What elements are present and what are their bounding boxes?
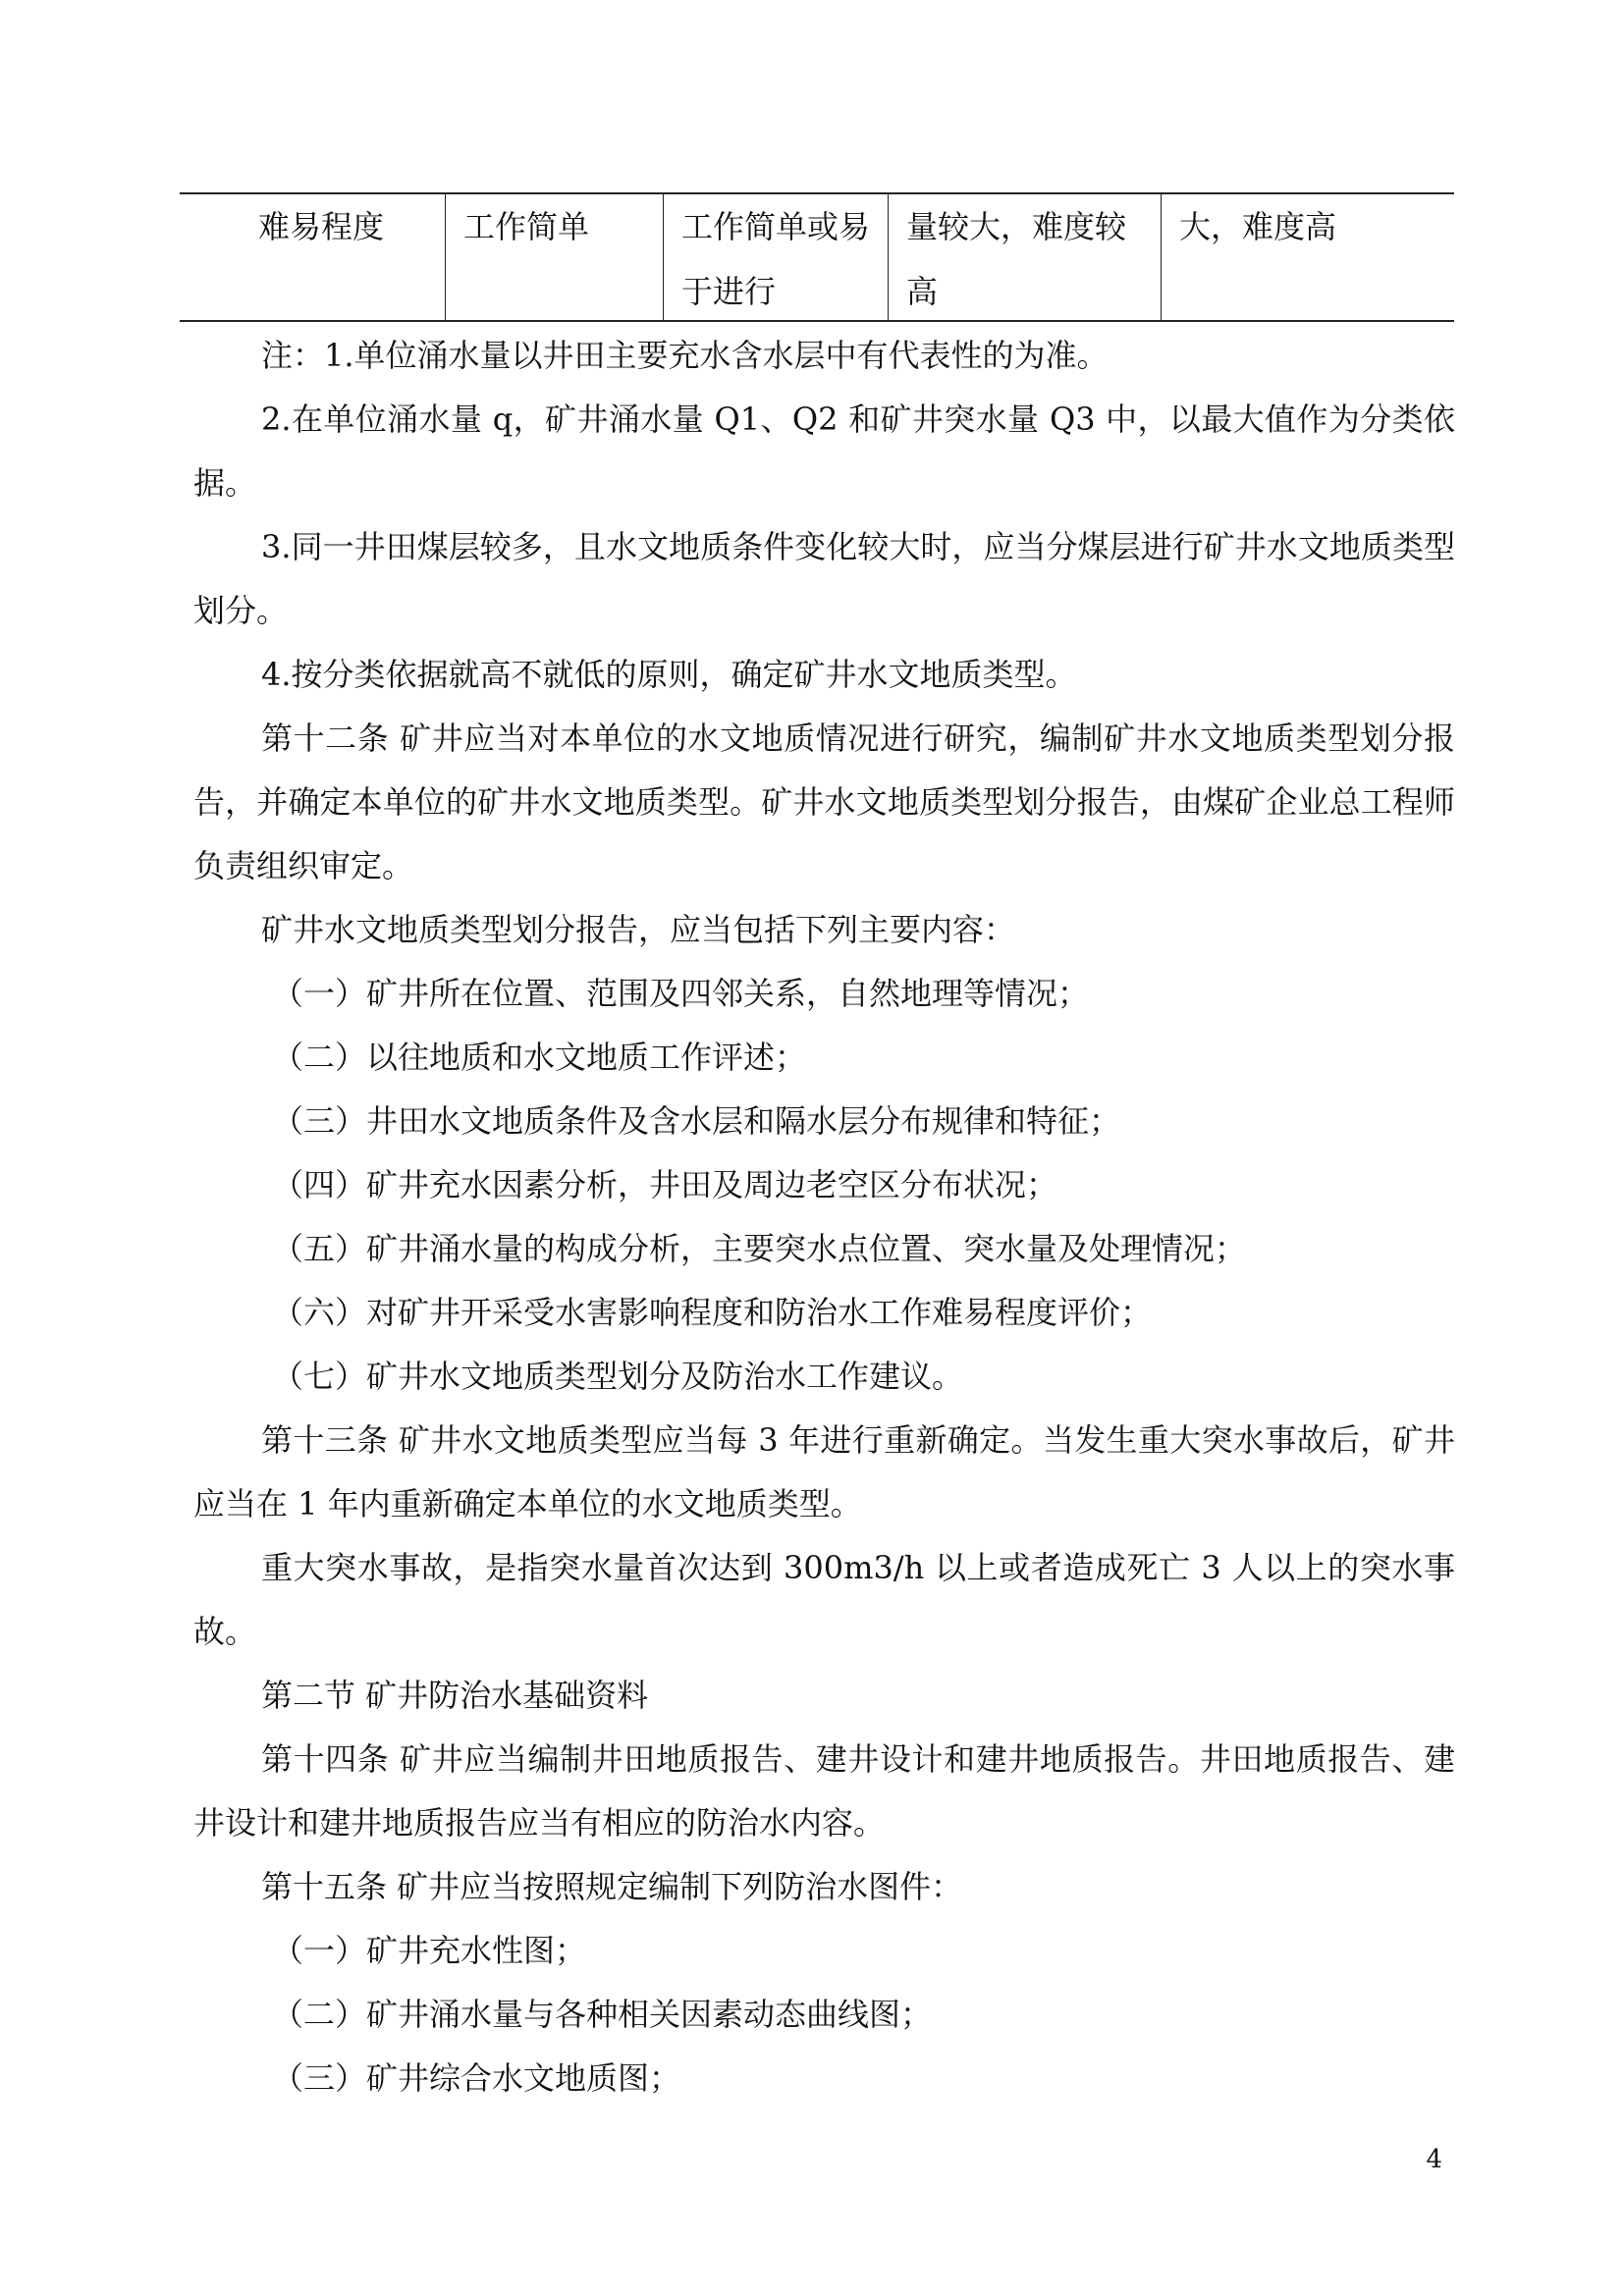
article-12-item: （二）以往地质和水文地质工作评述； (272, 1039, 807, 1076)
classification-table-row (180, 192, 1454, 322)
article-12-item: （三）井田水文地质条件及含水层和隔水层分布规律和特征； (272, 1102, 1121, 1140)
document-body (193, 324, 1455, 2110)
article-13-definition: 重大突水事故，是指突水量首次达到 300m3/h 以上或者造成死亡 3 人以上的突水事故。 (193, 1549, 1455, 1650)
table-cell-medium: 工作简单或易于进行 (663, 194, 888, 320)
article-12-item: （五）矿井涌水量的构成分析，主要突水点位置、突水量及处理情况； (272, 1230, 1247, 1267)
table-cell-complex: 量较大，难度较高 (888, 194, 1161, 320)
article-13: 第十三条 矿井水文地质类型应当每 3 年进行重新确定。当发生重大突水事故后，矿井应当在 1 年内重新确定本单位的水文地质类型。 (193, 1421, 1455, 1522)
note-1: 注：1.单位涌水量以井田主要充水含水层中有代表性的为准。 (261, 337, 1109, 374)
article-15: 第十五条 矿井应当按照规定编制下列防治水图件： (261, 1868, 963, 1905)
article-12-item: （一）矿井所在位置、范围及四邻关系，自然地理等情况； (272, 975, 1090, 1012)
article-12: 第十二条 矿井应当对本单位的水文地质情况进行研究，编制矿井水文地质类型划分报告，并确定本单位的矿井水文地质类型。矿井水文地质类型划分报告，由煤矿企业总工程师负责组织审定。 (193, 720, 1455, 884)
article-12-item: （七）矿井水文地质类型划分及防治水工作建议。 (272, 1358, 964, 1395)
section-title: 第二节 矿井防治水基础资料 (261, 1677, 649, 1714)
article-14: 第十四条 矿井应当编制井田地质报告、建井设计和建井地质报告。井田地质报告、建井设计和建井地质报告应当有相应的防治水内容。 (193, 1740, 1455, 1842)
article-15-item: （二）矿井涌水量与各种相关因素动态曲线图； (272, 1996, 933, 2033)
note-2: 2.在单位涌水量 q，矿井涌水量 Q1、Q2 和矿井突水量 Q3 中，以最大值作为分类依据。 (193, 400, 1455, 502)
note-3: 3.同一井田煤层较多，且水文地质条件变化较大时，应当分煤层进行矿井水文地质类型划分。 (193, 528, 1455, 629)
table-cell-category: 难易程度 (258, 208, 385, 245)
article-12-item: （四）矿井充水因素分析，井田及周边老空区分布状况； (272, 1166, 1058, 1203)
table-cell-simple: 工作简单 (445, 194, 663, 320)
article-15-item: （三）矿井综合水文地质图； (272, 2059, 681, 2097)
page-number: 4 (1426, 2145, 1442, 2174)
note-4: 4.按分类依据就高不就低的原则，确定矿井水文地质类型。 (261, 656, 1077, 693)
article-15-item: （一）矿井充水性图； (272, 1932, 587, 1969)
table-cell-extreme: 大，难度高 (1161, 194, 1454, 320)
article-12-intro: 矿井水文地质类型划分报告，应当包括下列主要内容： (261, 911, 1016, 948)
article-12-item: （六）对矿井开采受水害影响程度和防治水工作难易程度评价； (272, 1294, 1153, 1331)
